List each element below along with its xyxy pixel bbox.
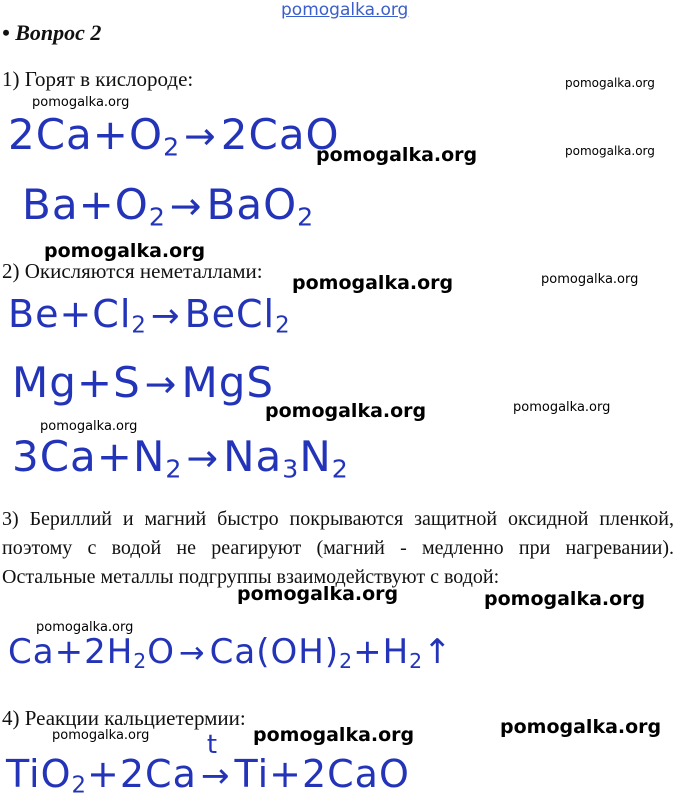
section-1-heading: 1) Горят в кислороде: [2, 67, 194, 91]
watermark: pomogalka.org [32, 95, 130, 110]
equation-3ca-n2: $3Ca+N_2 \to Na_3N_2$ [12, 432, 349, 484]
equation-ca-h2o: $Ca+2H_2O$ → $Ca(OH)_2+H_2↑$ [8, 632, 453, 674]
site-header-link[interactable]: pomogalka.org [281, 0, 409, 20]
watermark: pomogalka.org [565, 144, 655, 158]
watermark: pomogalka.org [500, 716, 662, 738]
question-title: • Вопрос 2 [2, 20, 102, 45]
section-3-paragraph: 3) Бериллий и магний быстро покрываются защитной оксидной пленкой, поэтому с водой не реагируют (магний - медленно при нагревании). Остальные металлы подгруппы взаимодействуют с водой: [2, 508, 674, 588]
watermark: pomogalka.org [44, 240, 206, 262]
equation-be-cl2: $Be+Cl_2$ → BeCl$_2$ [8, 292, 291, 339]
watermark: pomogalka.org [484, 588, 646, 610]
watermark: pomogalka.org [237, 583, 399, 605]
equation-tio2-ca: TiO$_2$+2Ca t → Ti+2CaO [6, 730, 410, 799]
section-4-heading: 4) Реакции кальциетермии: [2, 706, 246, 730]
watermark: pomogalka.org [541, 272, 639, 287]
watermark: pomogalka.org [265, 400, 427, 422]
section-2-heading: 2) Окисляются неметаллами: [2, 259, 263, 283]
watermark: pomogalka.org [565, 76, 655, 90]
watermark: pomogalka.org [513, 400, 611, 415]
equation-ba-o2: $Ba+O_2 \to BaO_2$ [22, 180, 315, 232]
watermark: pomogalka.org [292, 272, 454, 294]
watermark: pomogalka.org [52, 728, 150, 743]
watermark: pomogalka.org [36, 620, 134, 635]
equation-mg-s: Mg+S →MgS [12, 358, 275, 407]
watermark: pomogalka.org [40, 419, 138, 434]
watermark: pomogalka.org [253, 724, 415, 746]
watermark: pomogalka.org [316, 144, 478, 166]
equation-2ca-o2: $2Ca+O_2 \to 2CaO$ [8, 110, 340, 162]
